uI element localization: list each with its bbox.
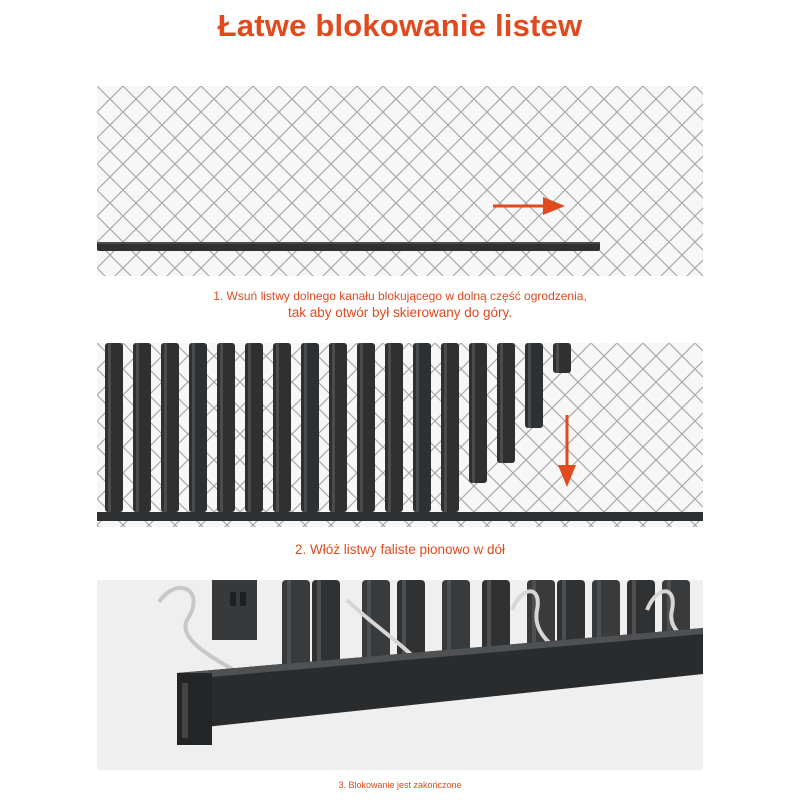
slat — [497, 343, 515, 463]
slat — [161, 343, 179, 512]
page-title: Łatwe blokowanie listew — [217, 8, 583, 43]
slat — [385, 343, 403, 512]
step-1-caption-line1: 1. Wsuń listwy dolnego kanału blokującego w dolną część ogrodzenia, — [213, 289, 587, 303]
slat — [553, 343, 571, 373]
slat — [189, 343, 207, 512]
step-1-image — [97, 86, 703, 276]
step-3-image — [97, 580, 703, 770]
slat — [133, 343, 151, 512]
slat — [525, 343, 543, 428]
step-2-caption: 2. Włóż listwy faliste pionowo w dół — [294, 542, 506, 557]
bottom-channel — [97, 512, 703, 521]
step-3-caption: 3. Blokowanie jest zakończone — [338, 780, 462, 790]
slat — [105, 343, 123, 512]
slat — [329, 343, 347, 512]
slat — [217, 343, 235, 512]
slat — [301, 343, 319, 512]
slat — [441, 343, 459, 512]
slat — [357, 343, 375, 512]
slat — [273, 343, 291, 512]
step-2-image — [97, 343, 703, 527]
step-1-caption-line2: tak aby otwór był skierowany do góry. — [287, 305, 513, 320]
slat — [413, 343, 431, 512]
slat — [469, 343, 487, 483]
corner-bracket — [212, 580, 257, 640]
slat — [245, 343, 263, 512]
